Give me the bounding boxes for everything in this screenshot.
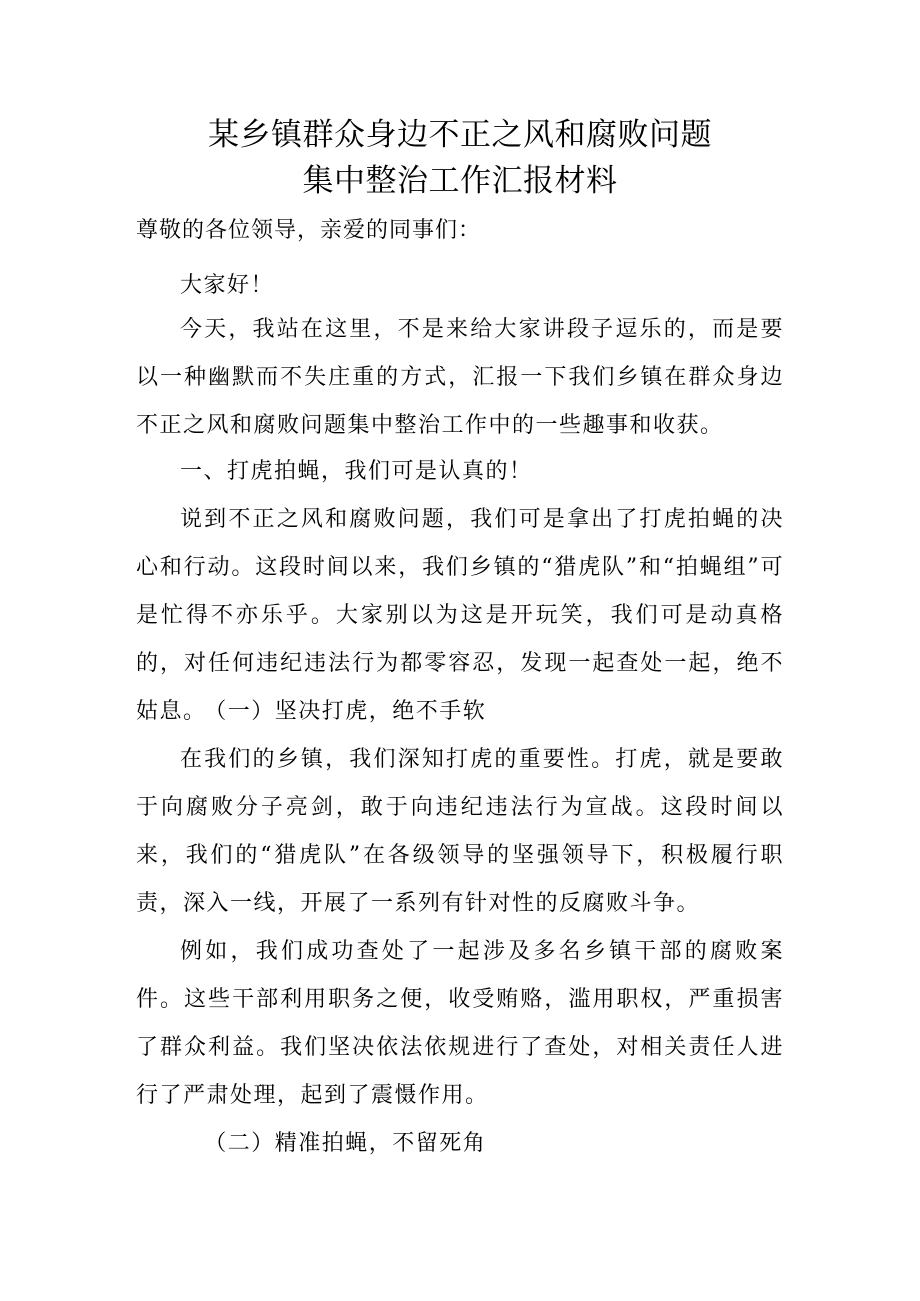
hello-paragraph: 大家好！	[180, 273, 275, 298]
intro-paragraph: 今天，我站在这里，不是来给大家讲段子逗乐的，而是要以一种幽默而不失庄重的方式，汇报一下我们乡镇在群众身边不正之风和腐败问题集中整治工作中的一些趣事和收获。	[136, 317, 784, 438]
subsection1-heading: （一）坚决打虎，绝不手软	[204, 699, 487, 724]
section1-heading: 一、打虎拍蝇，我们可是认真的！	[180, 459, 533, 484]
section1-paragraph: 说到不正之风和腐败问题，我们可是拿出了打虎拍蝇的决心和行动。这段时间以来，我们乡镇的“猎虎队”和“拍蝇组”可是忙得不亦乐乎。大家别以为这是开玩笑，我们可是动真格的，对任何违纪违法行为都零容忍，发现一起查处一起，绝不姑息。	[136, 507, 784, 724]
document-title-line2: 集中整治工作汇报材料	[302, 163, 618, 199]
subsection1-paragraph-2: 例如，我们成功查处了一起涉及多名乡镇干部的腐败案件。这些干部利用职务之便，收受贿赂，滥用职权，严重损害了群众利益。我们坚决依法依规进行了查处，对相关责任人进行了严肃处理，起到了震慑作用。	[136, 939, 784, 1108]
document-title-line1: 某乡镇群众身边不正之风和腐败问题	[208, 117, 712, 153]
subsection2-heading: （二）精准拍蝇，不留死角	[204, 1131, 487, 1156]
greeting-line: 尊敬的各位领导，亲爱的同事们：	[136, 218, 482, 243]
subsection1-paragraph-1: 在我们的乡镇，我们深知打虎的重要性。打虎，就是要敢于向腐败分子亮剑，敢于向违纪违法行为宣战。这段时间以来，我们的“猎虎队”在各级领导的坚强领导下，积极履行职责，深入一线，开展了一系列有针对性的反腐败斗争。	[136, 747, 784, 916]
